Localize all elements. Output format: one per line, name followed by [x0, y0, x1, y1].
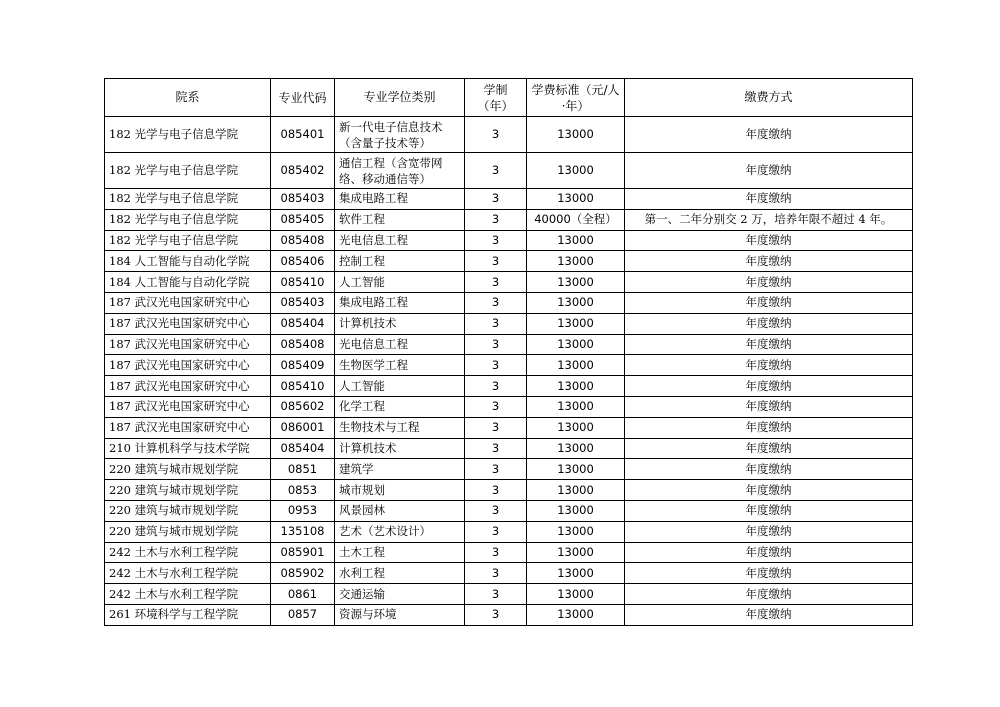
cell-duration: 3	[465, 500, 527, 521]
cell-payment: 年度缴纳	[625, 272, 913, 293]
cell-payment: 年度缴纳	[625, 334, 913, 355]
cell-category: 集成电路工程	[335, 292, 465, 313]
cell-code: 085602	[271, 396, 335, 417]
header-row	[105, 79, 913, 117]
cell-category: 水利工程	[335, 563, 465, 584]
cell-payment: 年度缴纳	[625, 117, 913, 153]
cell-payment: 年度缴纳	[625, 251, 913, 272]
cell-payment: 年度缴纳	[625, 500, 913, 521]
cell-category: 控制工程	[335, 251, 465, 272]
cell-category: 新一代电子信息技术（含量子技术等）	[335, 117, 465, 153]
cell-category: 生物技术与工程	[335, 417, 465, 438]
cell-dept: 187 武汉光电国家研究中心	[105, 355, 271, 376]
table-row	[105, 292, 913, 313]
cell-category: 光电信息工程	[335, 334, 465, 355]
cell-dept: 220 建筑与城市规划学院	[105, 480, 271, 501]
cell-code: 0851	[271, 459, 335, 480]
cell-duration: 3	[465, 604, 527, 625]
table-row	[105, 272, 913, 293]
header-category: 专业学位类别	[335, 79, 465, 117]
cell-code: 085401	[271, 117, 335, 153]
cell-duration: 3	[465, 251, 527, 272]
cell-code: 085410	[271, 376, 335, 397]
table-row	[105, 355, 913, 376]
cell-dept: 184 人工智能与自动化学院	[105, 251, 271, 272]
table-row	[105, 117, 913, 153]
table-row	[105, 459, 913, 480]
cell-code: 085408	[271, 230, 335, 251]
cell-duration: 3	[465, 563, 527, 584]
cell-category: 资源与环境	[335, 604, 465, 625]
cell-dept: 242 土木与水利工程学院	[105, 542, 271, 563]
header-code: 专业代码	[271, 79, 335, 117]
cell-fee: 13000	[527, 189, 625, 210]
cell-code: 085404	[271, 438, 335, 459]
table-row	[105, 521, 913, 542]
cell-fee: 13000	[527, 334, 625, 355]
cell-payment: 年度缴纳	[625, 521, 913, 542]
cell-fee: 13000	[527, 438, 625, 459]
cell-dept: 242 土木与水利工程学院	[105, 584, 271, 605]
cell-dept: 187 武汉光电国家研究中心	[105, 376, 271, 397]
cell-code: 085403	[271, 189, 335, 210]
cell-fee: 13000	[527, 604, 625, 625]
cell-payment: 年度缴纳	[625, 604, 913, 625]
cell-duration: 3	[465, 313, 527, 334]
cell-duration: 3	[465, 417, 527, 438]
cell-code: 085405	[271, 209, 335, 230]
cell-code: 0853	[271, 480, 335, 501]
cell-fee: 13000	[527, 230, 625, 251]
cell-payment: 年度缴纳	[625, 313, 913, 334]
cell-payment: 年度缴纳	[625, 376, 913, 397]
cell-dept: 220 建筑与城市规划学院	[105, 459, 271, 480]
cell-category: 艺术（艺术设计）	[335, 521, 465, 542]
cell-fee: 13000	[527, 117, 625, 153]
cell-code: 0861	[271, 584, 335, 605]
cell-duration: 3	[465, 230, 527, 251]
cell-dept: 261 环境科学与工程学院	[105, 604, 271, 625]
cell-duration: 3	[465, 438, 527, 459]
cell-dept: 210 计算机科学与技术学院	[105, 438, 271, 459]
cell-category: 计算机技术	[335, 313, 465, 334]
cell-code: 085902	[271, 563, 335, 584]
cell-category: 软件工程	[335, 209, 465, 230]
cell-duration: 3	[465, 542, 527, 563]
cell-dept: 187 武汉光电国家研究中心	[105, 396, 271, 417]
table-row	[105, 313, 913, 334]
table-row	[105, 500, 913, 521]
cell-fee: 13000	[527, 313, 625, 334]
cell-dept: 242 土木与水利工程学院	[105, 563, 271, 584]
cell-category: 生物医学工程	[335, 355, 465, 376]
cell-code: 085402	[271, 153, 335, 189]
cell-code: 085406	[271, 251, 335, 272]
cell-category: 光电信息工程	[335, 230, 465, 251]
table-row	[105, 230, 913, 251]
table-row	[105, 376, 913, 397]
cell-fee: 13000	[527, 396, 625, 417]
cell-fee: 13000	[527, 153, 625, 189]
cell-category: 城市规划	[335, 480, 465, 501]
cell-dept: 187 武汉光电国家研究中心	[105, 417, 271, 438]
table-row	[105, 209, 913, 230]
cell-fee: 13000	[527, 459, 625, 480]
cell-duration: 3	[465, 521, 527, 542]
cell-category: 交通运输	[335, 584, 465, 605]
table-row	[105, 153, 913, 189]
cell-fee: 13000	[527, 584, 625, 605]
cell-duration: 3	[465, 459, 527, 480]
cell-code: 086001	[271, 417, 335, 438]
cell-fee: 13000	[527, 480, 625, 501]
cell-fee: 13000	[527, 355, 625, 376]
cell-dept: 184 人工智能与自动化学院	[105, 272, 271, 293]
cell-fee: 13000	[527, 521, 625, 542]
cell-fee: 13000	[527, 292, 625, 313]
cell-payment: 年度缴纳	[625, 459, 913, 480]
cell-payment: 年度缴纳	[625, 438, 913, 459]
cell-code: 0953	[271, 500, 335, 521]
cell-category: 人工智能	[335, 272, 465, 293]
cell-payment: 第一、二年分别交 2 万，培养年限不超过 4 年。	[625, 209, 913, 230]
table-row	[105, 480, 913, 501]
cell-payment: 年度缴纳	[625, 417, 913, 438]
cell-duration: 3	[465, 189, 527, 210]
cell-code: 135108	[271, 521, 335, 542]
cell-category: 风景园林	[335, 500, 465, 521]
cell-payment: 年度缴纳	[625, 230, 913, 251]
cell-payment: 年度缴纳	[625, 563, 913, 584]
cell-category: 计算机技术	[335, 438, 465, 459]
cell-code: 085404	[271, 313, 335, 334]
cell-category: 土木工程	[335, 542, 465, 563]
cell-dept: 182 光学与电子信息学院	[105, 209, 271, 230]
cell-dept: 187 武汉光电国家研究中心	[105, 292, 271, 313]
table-row	[105, 396, 913, 417]
cell-category: 通信工程（含宽带网络、移动通信等）	[335, 153, 465, 189]
table-row	[105, 563, 913, 584]
table-row	[105, 604, 913, 625]
header-payment: 缴费方式	[625, 79, 913, 117]
cell-fee: 13000	[527, 417, 625, 438]
cell-fee: 40000（全程）	[527, 209, 625, 230]
cell-category: 化学工程	[335, 396, 465, 417]
tuition-fee-table	[104, 78, 913, 626]
cell-duration: 3	[465, 480, 527, 501]
cell-code: 085408	[271, 334, 335, 355]
cell-category: 人工智能	[335, 376, 465, 397]
table-row	[105, 417, 913, 438]
cell-dept: 220 建筑与城市规划学院	[105, 521, 271, 542]
cell-duration: 3	[465, 584, 527, 605]
cell-duration: 3	[465, 117, 527, 153]
table-row	[105, 251, 913, 272]
cell-dept: 220 建筑与城市规划学院	[105, 500, 271, 521]
cell-dept: 182 光学与电子信息学院	[105, 189, 271, 210]
table-row	[105, 189, 913, 210]
cell-dept: 182 光学与电子信息学院	[105, 230, 271, 251]
header-dept: 院系	[105, 79, 271, 117]
cell-fee: 13000	[527, 251, 625, 272]
cell-duration: 3	[465, 334, 527, 355]
cell-code: 0857	[271, 604, 335, 625]
cell-code: 085403	[271, 292, 335, 313]
cell-payment: 年度缴纳	[625, 292, 913, 313]
cell-code: 085409	[271, 355, 335, 376]
cell-fee: 13000	[527, 272, 625, 293]
cell-payment: 年度缴纳	[625, 153, 913, 189]
cell-duration: 3	[465, 209, 527, 230]
cell-fee: 13000	[527, 542, 625, 563]
cell-code: 085410	[271, 272, 335, 293]
cell-code: 085901	[271, 542, 335, 563]
cell-duration: 3	[465, 376, 527, 397]
cell-payment: 年度缴纳	[625, 584, 913, 605]
cell-duration: 3	[465, 355, 527, 376]
header-fee: 学费标准（元/人·年）	[527, 79, 625, 117]
cell-category: 集成电路工程	[335, 189, 465, 210]
table-row	[105, 334, 913, 355]
cell-dept: 182 光学与电子信息学院	[105, 153, 271, 189]
table-row	[105, 584, 913, 605]
cell-duration: 3	[465, 292, 527, 313]
table-row	[105, 542, 913, 563]
header-duration: 学制（年）	[465, 79, 527, 117]
cell-payment: 年度缴纳	[625, 189, 913, 210]
cell-payment: 年度缴纳	[625, 396, 913, 417]
cell-payment: 年度缴纳	[625, 542, 913, 563]
cell-dept: 187 武汉光电国家研究中心	[105, 334, 271, 355]
cell-dept: 182 光学与电子信息学院	[105, 117, 271, 153]
cell-category: 建筑学	[335, 459, 465, 480]
cell-duration: 3	[465, 396, 527, 417]
cell-fee: 13000	[527, 376, 625, 397]
cell-fee: 13000	[527, 563, 625, 584]
cell-payment: 年度缴纳	[625, 480, 913, 501]
cell-fee: 13000	[527, 500, 625, 521]
cell-duration: 3	[465, 153, 527, 189]
cell-duration: 3	[465, 272, 527, 293]
table-row	[105, 438, 913, 459]
cell-payment: 年度缴纳	[625, 355, 913, 376]
cell-dept: 187 武汉光电国家研究中心	[105, 313, 271, 334]
